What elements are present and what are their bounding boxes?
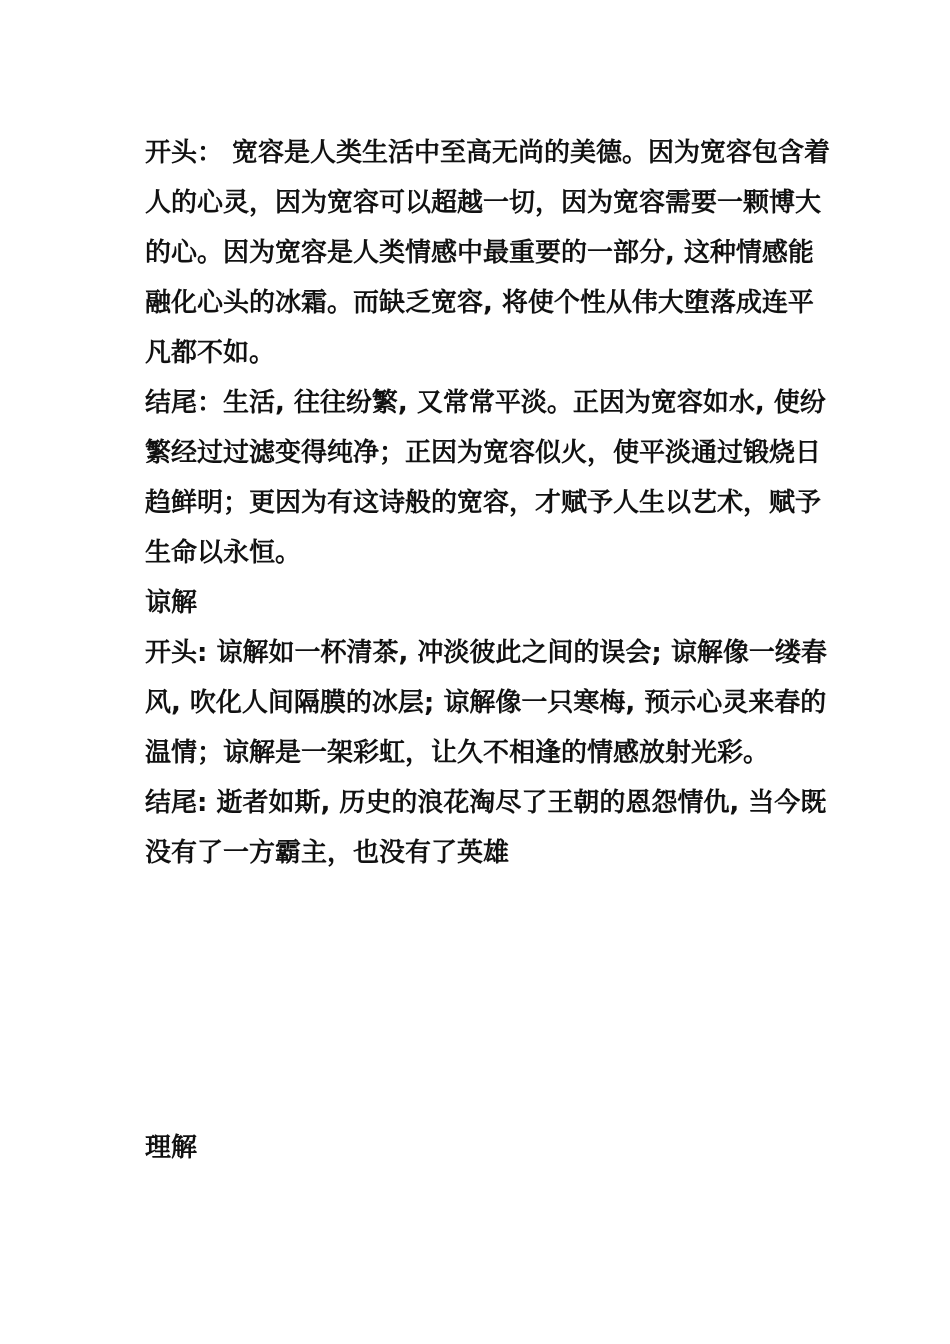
document-body xyxy=(145,128,835,878)
paragraph-kuanrong-ending: 结尾：生活, 往往纷繁, 又常常平淡。正因为宽容如水, 使纷繁经过过滤变得纯净；正因为宽容似火，使平淡通过锻烧日趋鲜明；更因为有这诗般的宽容，才赋予人生以艺术，赋予生命以永恒。 xyxy=(145,388,826,568)
paragraph-liangjie-ending: 结尾: 逝者如斯, 历史的浪花淘尽了王朝的恩怨情仇, 当今既没有了一方霸主，也没有了英雄 xyxy=(145,788,827,868)
paragraph-liangjie-opening: 开头: 谅解如一杯清茶, 冲淡彼此之间的误会; 谅解像一缕春风, 吹化人间隔膜的冰层; 谅解像一只寒梅, 预示心灵来春的温情；谅解是一架彩虹，让久不相逢的情感放射光彩。 xyxy=(145,638,827,768)
section-heading-lijie: 理解 xyxy=(145,1133,198,1163)
paragraph-kuanrong-opening: 开头： 宽容是人类生活中至高无尚的美德。因为宽容包含着人的心灵，因为宽容可以超越一切，因为宽容需要一颗博大的心。因为宽容是人类情感中最重要的一部分, 这种情感能融化心头的冰霜。而缺乏宽容, 将使个性从伟大堕落成连平凡都不如。 xyxy=(145,138,831,368)
section-heading-liangjie: 谅解 xyxy=(145,588,198,618)
